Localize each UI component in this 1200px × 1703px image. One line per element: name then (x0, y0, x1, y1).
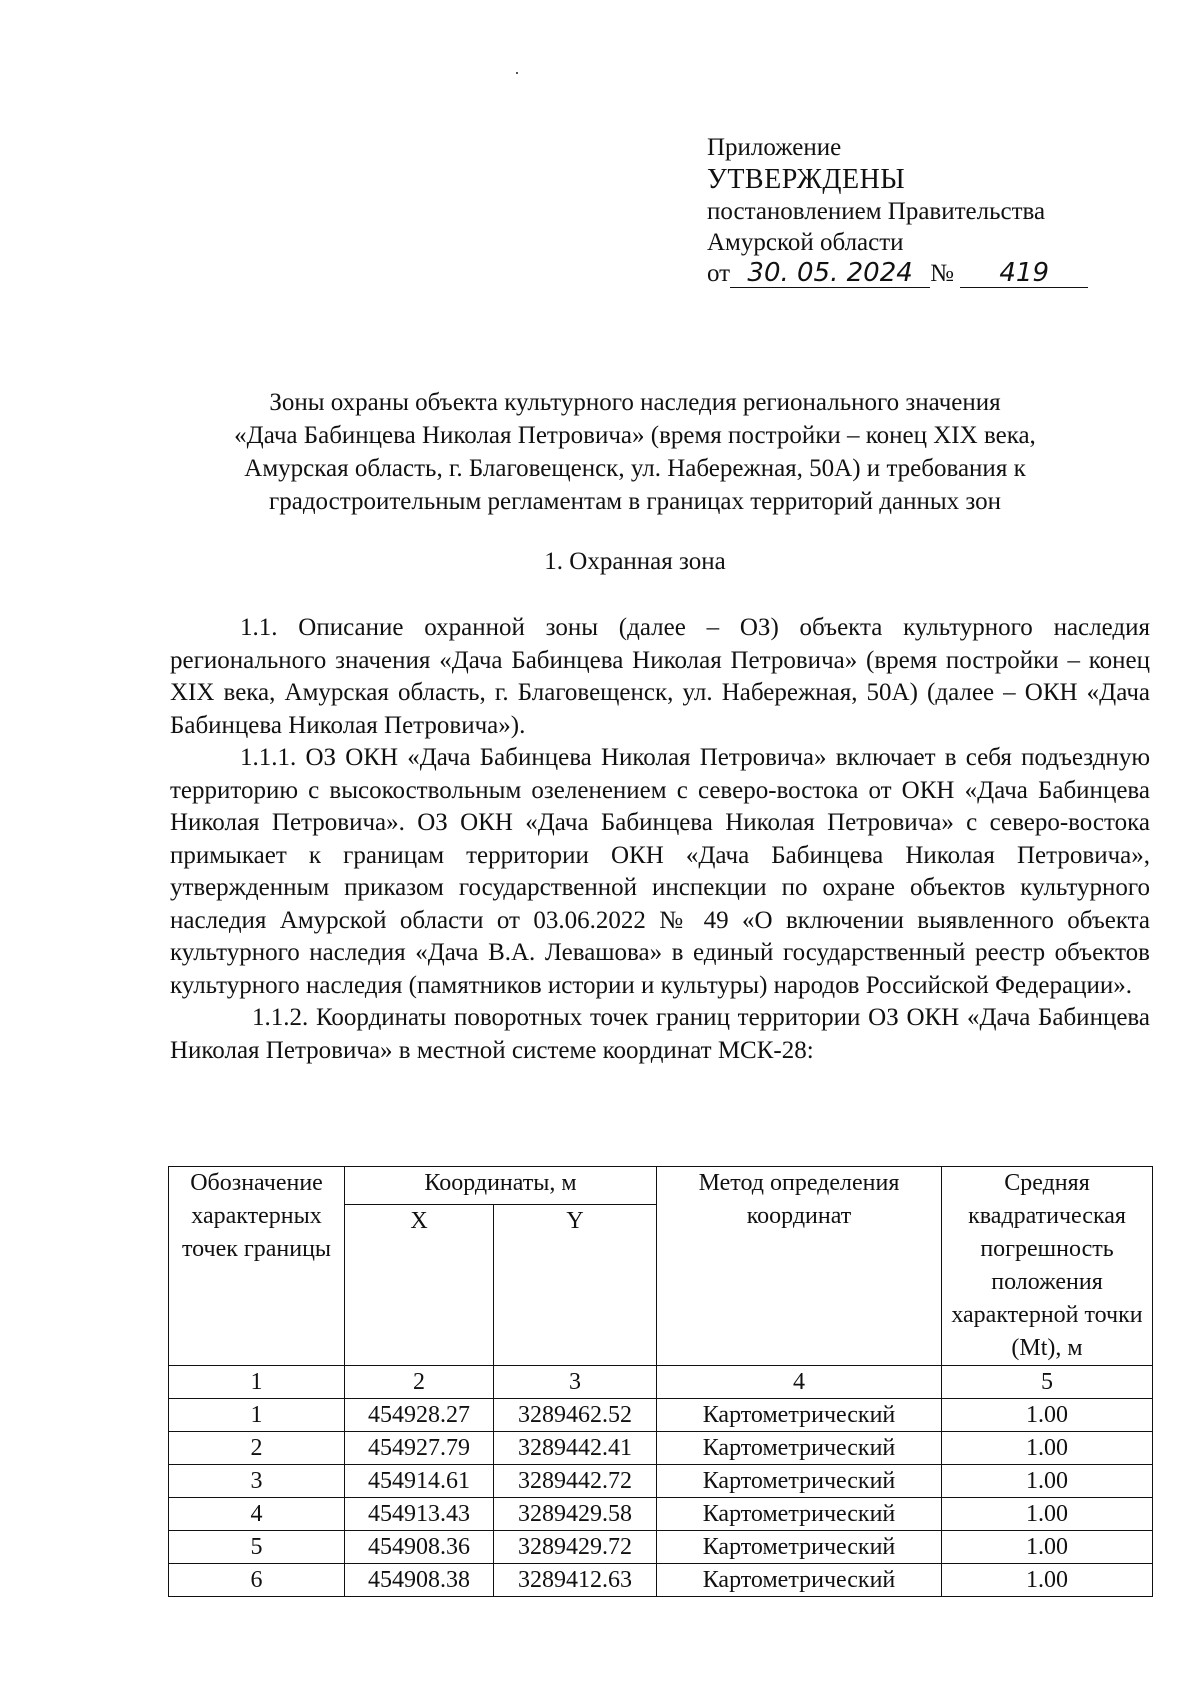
table-row (169, 1564, 1153, 1597)
error-value: 1.00 (942, 1498, 1153, 1531)
approval-appendix: Приложение (707, 134, 842, 161)
handwritten-date: 30. 05. 2024 (730, 259, 930, 288)
coord-y: 3289429.58 (494, 1498, 657, 1531)
column-number: 5 (942, 1366, 1153, 1399)
title-line: «Дача Бабинцева Николая Петровича» (время постройки – конец XIX века, (234, 422, 1036, 449)
approval-block (707, 132, 1088, 289)
coord-x: 454908.36 (345, 1531, 494, 1564)
coord-y: 3289462.52 (494, 1399, 657, 1432)
coord-x: 454927.79 (345, 1432, 494, 1465)
coord-y: 3289412.63 (494, 1564, 657, 1597)
point-number: 4 (169, 1498, 345, 1531)
paragraph-1-1: 1.1. Описание охранной зоны (далее – ОЗ) объекта культурного наследия регионального значения «Дача Бабинцева Николая Петровича» (время постройки – конец XIX века, Амурская область, г. Благовещенск, ул. Набережная, 50А) (далее – ОКН «Дача Бабинцева Николая Петровича»). (170, 614, 1150, 739)
point-number: 2 (169, 1432, 345, 1465)
column-number-row (169, 1366, 1153, 1399)
approval-date-line (707, 258, 1088, 289)
method: Картометрический (657, 1531, 942, 1564)
table-row (169, 1432, 1153, 1465)
point-number: 3 (169, 1465, 345, 1498)
table-row (169, 1465, 1153, 1498)
coord-y: 3289442.41 (494, 1432, 657, 1465)
error-value: 1.00 (942, 1531, 1153, 1564)
point-number: 6 (169, 1564, 345, 1597)
header-point: Обозначение характерных точек границы (169, 1167, 345, 1366)
approval-approved: УТВЕРЖДЕНЫ (707, 164, 906, 195)
date-prefix: от (707, 260, 731, 287)
method: Картометрический (657, 1564, 942, 1597)
approval-resolution: постановлением Правительства (707, 198, 1046, 225)
section-heading: 1. Охранная зона (544, 548, 726, 575)
error-value: 1.00 (942, 1564, 1153, 1597)
column-number: 4 (657, 1366, 942, 1399)
coord-x: 454908.38 (345, 1564, 494, 1597)
point-number: 5 (169, 1531, 345, 1564)
error-value: 1.00 (942, 1465, 1153, 1498)
error-value: 1.00 (942, 1399, 1153, 1432)
column-number: 3 (494, 1366, 657, 1399)
method: Картометрический (657, 1498, 942, 1531)
coord-x: 454913.43 (345, 1498, 494, 1531)
error-value: 1.00 (942, 1432, 1153, 1465)
title-line: градостроительным регламентам в границах территорий данных зон (268, 488, 1001, 515)
paragraph-1-1-2: 1.1.2. Координаты поворотных точек границ территории ОЗ ОКН «Дача Бабинцева Николая Петровича» в местной системе координат МСК-28: (170, 1004, 1150, 1064)
table-header-row (169, 1167, 1153, 1205)
number-prefix: № (930, 260, 954, 287)
approval-region: Амурской области (707, 229, 904, 256)
column-number: 2 (345, 1366, 494, 1399)
coord-y: 3289442.72 (494, 1465, 657, 1498)
method: Картометрический (657, 1465, 942, 1498)
document-body (170, 612, 1150, 1067)
method: Картометрический (657, 1432, 942, 1465)
coord-y: 3289429.72 (494, 1531, 657, 1564)
title-line: Амурская область, г. Благовещенск, ул. Набережная, 50А) и требования к (244, 455, 1026, 482)
coord-x: 454928.27 (345, 1399, 494, 1432)
point-number: 1 (169, 1399, 345, 1432)
paragraph-1-1-1: 1.1.1. ОЗ ОКН «Дача Бабинцева Николая Петровича» включает в себя подъездную территорию с высокоствольным озеленением с северо-востока от ОКН «Дача Бабинцева Николая Петровича». ОЗ ОКН «Дача Бабинцева Николая Петровича» с северо-востока примыкает к границам территории ОКН «Дача Бабинцева Николая Петровича», утвержденным приказом государственной инспекции по охране объектов культурного наследия Амурской области от 03.06.2022 № 49 «О включении выявленного объекта культурного наследия «Дача В.А. Левашова» в единый государственный реестр объектов культурного наследия (памятников истории и культуры) народов Российской Федерации». (170, 744, 1150, 999)
coord-x: 454914.61 (345, 1465, 494, 1498)
header-coordinates: Координаты, м (345, 1167, 657, 1205)
header-error: Средняя квадратическая погрешность положения характерной точки (Mt), м (942, 1167, 1153, 1366)
document-title (150, 386, 1120, 518)
table-row (169, 1399, 1153, 1432)
column-number: 1 (169, 1366, 345, 1399)
method: Картометрический (657, 1399, 942, 1432)
coordinates-table (168, 1166, 1153, 1597)
handwritten-number: 419 (960, 259, 1088, 288)
table-row (169, 1498, 1153, 1531)
table-row (169, 1531, 1153, 1564)
header-method: Метод определения координат (657, 1167, 942, 1366)
header-x: X (345, 1205, 494, 1366)
header-y: Y (494, 1205, 657, 1366)
scan-speck (516, 72, 518, 74)
title-line: Зоны охраны объекта культурного наследия регионального значения (269, 389, 1001, 416)
